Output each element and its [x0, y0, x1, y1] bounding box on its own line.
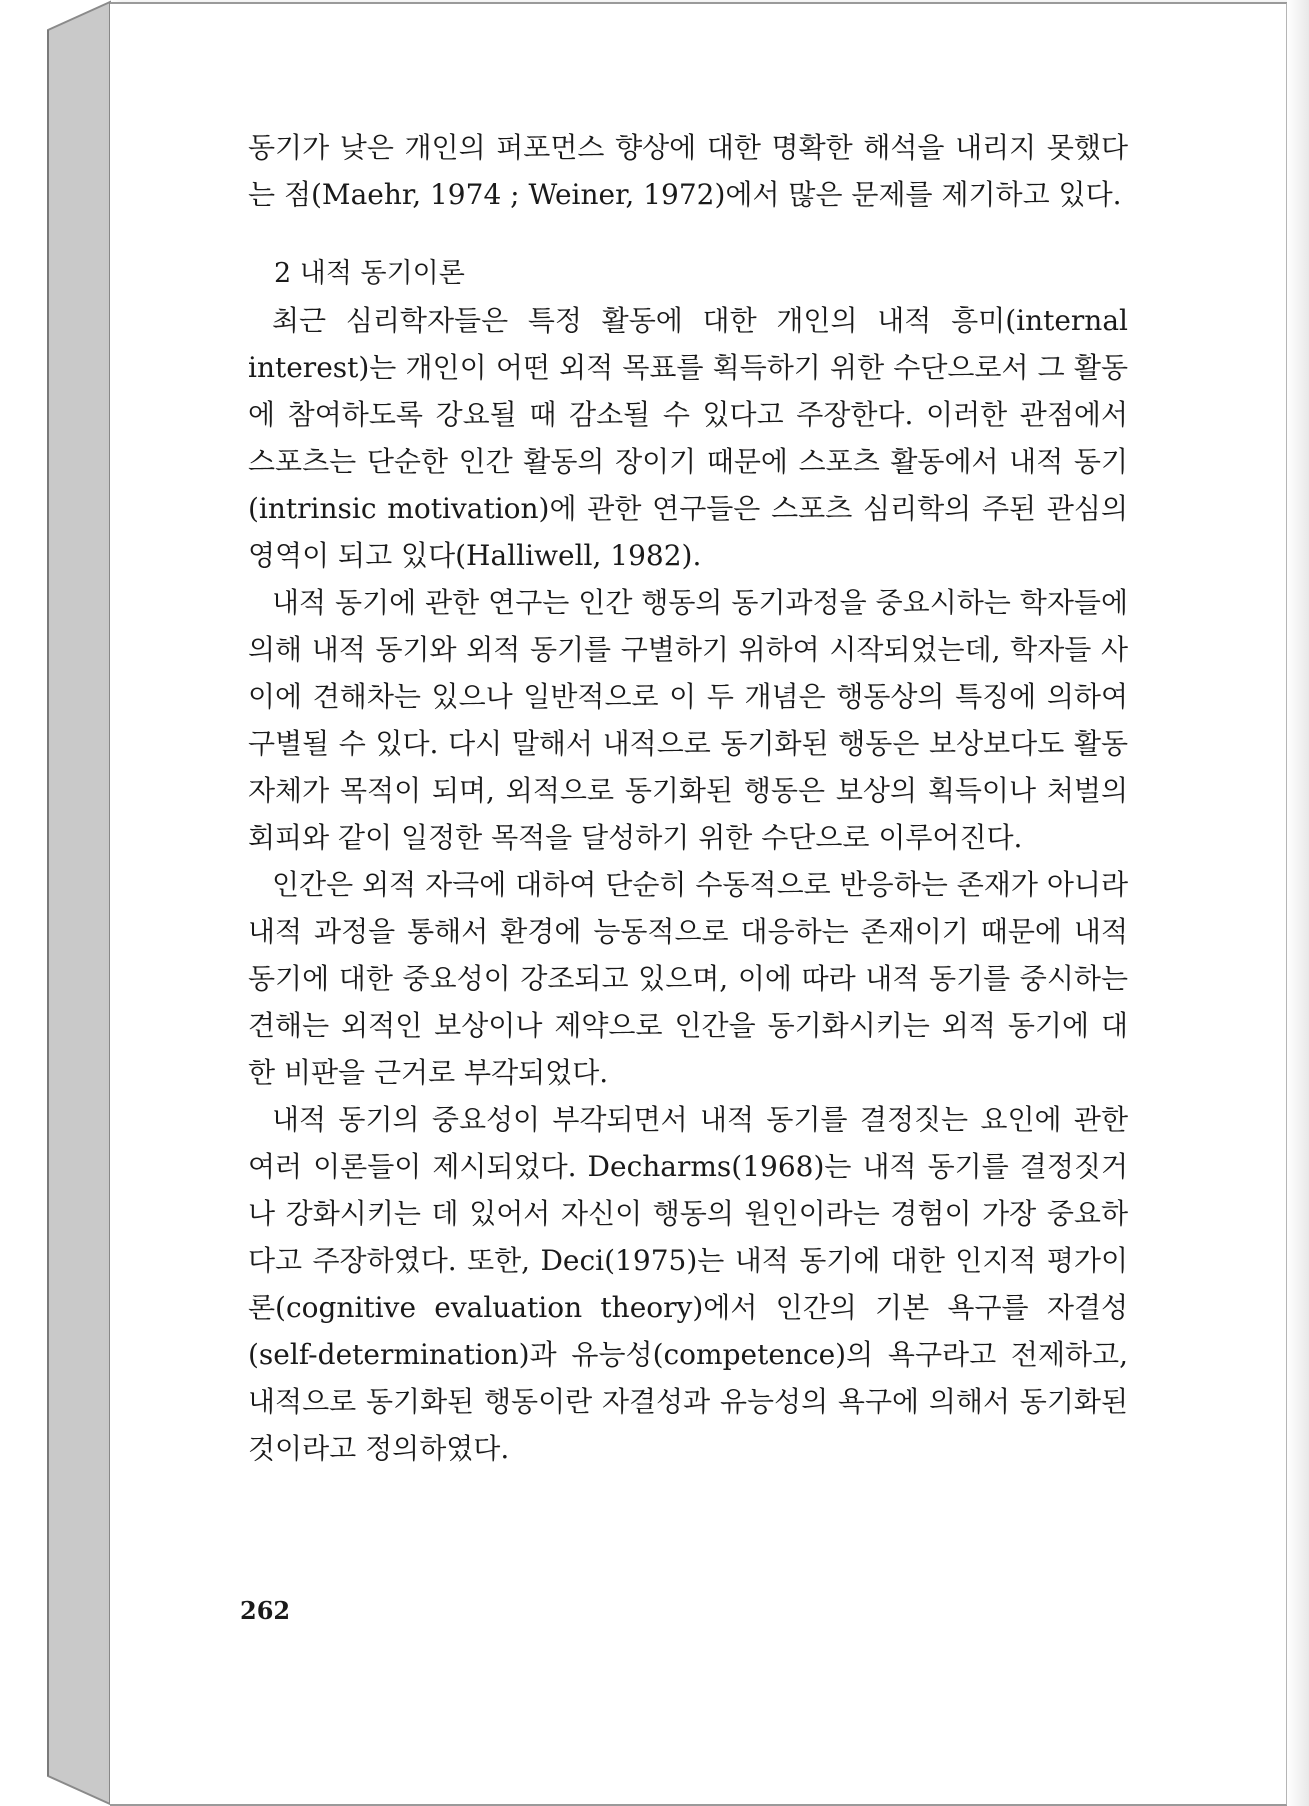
paragraph-1: 최근 심리학자들은 특정 활동에 대한 개인의 내적 흥미(internal interest)는 개인이 어떤 외적 목표를 획득하기 위한 수단으로서 그 활동에 참여하도록 강요될 때 감소될 수 있다고 주장한다. 이러한 관점에서 스포츠는 단순한 인간 활동의 장이기 때문에 스포츠 활동에서 내적 동기(intrinsic motivation)에 관한 연구들은 스포츠 심리학의 주된 관심의 영역이 되고 있다(Halliwell, 1982).	[248, 304, 1128, 572]
continuation-paragraph: 동기가 낮은 개인의 퍼포먼스 향상에 대한 명확한 해석을 내리지 못했다는 점(Maehr, 1974 ; Weiner, 1972)에서 많은 문제를 제기하고 있다.	[248, 131, 1128, 211]
page-body	[248, 124, 1128, 1472]
section-heading: 2 내적 동기이론	[274, 258, 465, 289]
page-number: 262	[240, 1596, 291, 1625]
paragraph-4: 내적 동기의 중요성이 부각되면서 내적 동기를 결정짓는 요인에 관한 여러 이론들이 제시되었다. Decharms(1968)는 내적 동기를 결정짓거나 강화시키는 데 있어서 자신이 행동의 원인이라는 경험이 가장 중요하다고 주장하였다. 또한, Deci(1975)는 내적 동기에 대한 인지적 평가이론(cognitive evaluation theory)에서 인간의 기본 욕구를 자결성(self-determination)과 유능성(competence)의 욕구라고 전제하고, 내적으로 동기화된 행동이란 자결성과 유능성의 욕구에 의해서 동기화된 것이라고 정의하였다.	[248, 1103, 1128, 1465]
page-edge-shadow	[1287, 0, 1309, 1806]
paragraph-2: 내적 동기에 관한 연구는 인간 행동의 동기과정을 중요시하는 학자들에 의해 내적 동기와 외적 동기를 구별하기 위하여 시작되었는데, 학자들 사이에 견해차는 있으나 일반적으로 이 두 개념은 행동상의 특징에 의하여 구별될 수 있다. 다시 말해서 내적으로 동기화된 행동은 보상보다도 활동 자체가 목적이 되며, 외적으로 동기화된 행동은 보상의 획득이나 처벌의 회피와 같이 일정한 목적을 달성하기 위한 수단으로 이루어진다.	[248, 586, 1128, 854]
paragraph-3: 인간은 외적 자극에 대하여 단순히 수동적으로 반응하는 존재가 아니라 내적 과정을 통해서 환경에 능동적으로 대응하는 존재이기 때문에 내적 동기에 대한 중요성이 강조되고 있으며, 이에 따라 내적 동기를 중시하는 견해는 외적인 보상이나 제약으로 인간을 동기화시키는 외적 동기에 대한 비판을 근거로 부각되었다.	[248, 868, 1128, 1089]
